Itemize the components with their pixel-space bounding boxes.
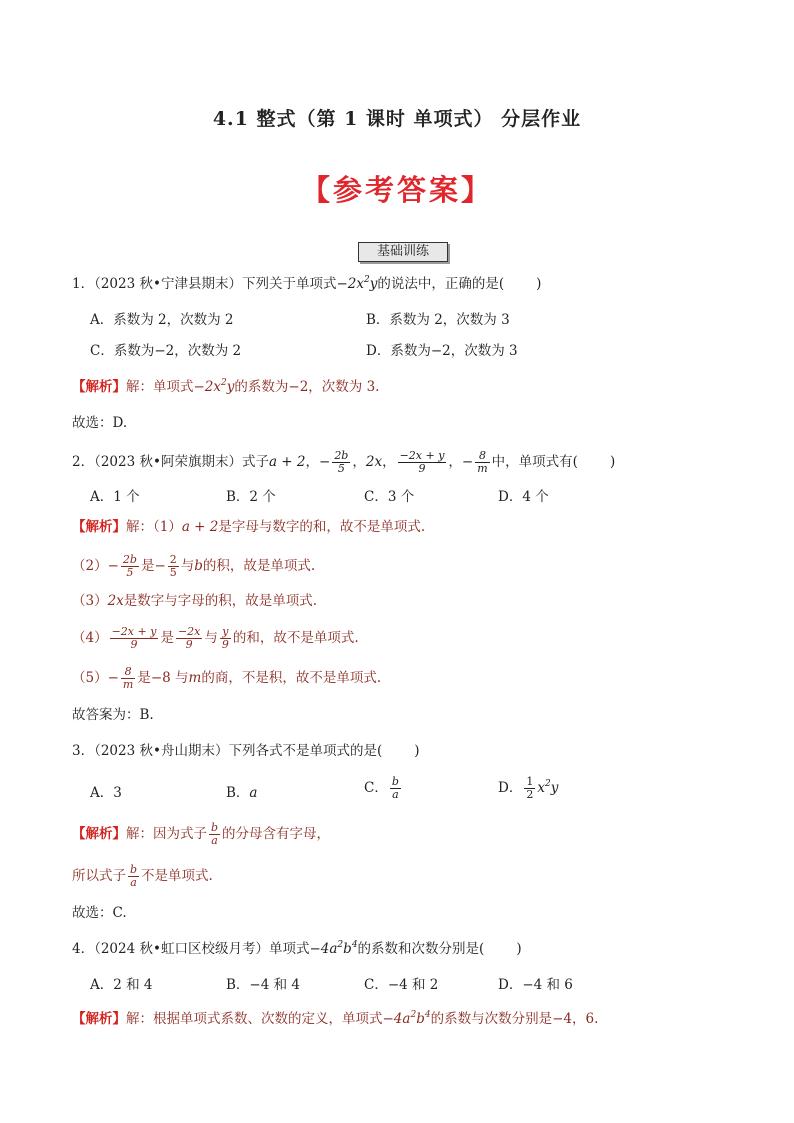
q1-stem: 1．（2023 秋•宁津县期末）下列关于单项式$-2x^2y$的说法中，正确的是( ) xyxy=(72,275,542,292)
q4-analysis: 【解析】解：根据单项式系数、次数的定义，单项式$-4a^2b^4$的系数与次数分别是−4，6. xyxy=(72,1010,599,1027)
q4-stem: 4．（2024 秋•虹口区校级月考）单项式$-4a^2b^4$的系数和次数分别是( ) xyxy=(72,940,522,957)
q2-option-b: B．2 个 xyxy=(226,489,276,505)
q2-answer: 故答案为：B. xyxy=(72,707,154,723)
q1-analysis: 【解析】解：单项式$-2x^2y$的系数为−2，次数为 3. xyxy=(72,378,380,395)
q1-answer: 故选：D. xyxy=(72,415,128,431)
q3-option-b: B．a xyxy=(226,785,258,801)
q2-option-a: A．1 个 xyxy=(90,489,140,505)
q1-option-d: D．系数为−2，次数为 3 xyxy=(366,343,518,359)
q2-analysis-5: （5）− $\frac{8}{m}$ 是−8 与m的商，不是积，故不是单项式. xyxy=(72,665,382,691)
q2-analysis-3: （3）2x是数字与字母的积，故是单项式. xyxy=(72,593,318,609)
q1-option-b: B．系数为 2，次数为 3 xyxy=(366,312,510,328)
q3-analysis-1: 【解析】解：因为式子 $\frac{b}{a}$ 的分母含有字母， xyxy=(72,821,331,847)
q3-option-c: C． $\frac{b}{a}$ xyxy=(364,775,399,801)
q1-option-c: C．系数为−2，次数为 2 xyxy=(90,343,242,359)
q3-option-d: D． $\frac{1}{2}$ $x^2y$ xyxy=(498,775,559,801)
q2-analysis-4: （4） $\frac{-2x + y}{9}$ 是 $\frac{-2x}{9}$ 与 $\frac{y}{9}$ 的和，故不是单项式. xyxy=(72,625,359,651)
q4-option-a: A．2 和 4 xyxy=(90,977,153,993)
q2-option-d: D．4 个 xyxy=(498,489,549,505)
section-tag: 基础训练 xyxy=(358,242,448,262)
answer-banner: 【参考答案】 xyxy=(300,173,493,207)
q4-option-d: D．−4 和 6 xyxy=(498,977,573,993)
q4-option-c: C．−4 和 2 xyxy=(364,977,439,993)
q3-analysis-2: 所以式子 $\frac{b}{a}$ 不是单项式. xyxy=(72,863,213,889)
q2-option-c: C．3 个 xyxy=(364,489,415,505)
q3-stem: 3．（2023 秋•舟山期末）下列各式不是单项式的是( ) xyxy=(72,743,420,759)
q3-option-a: A．3 xyxy=(90,785,122,801)
page-title: 4.1 整式（第 1 课时 单项式） 分层作业 xyxy=(212,108,582,130)
q2-analysis-1: 【解析】解：（1）a + 2是字母与数字的和，故不是单项式. xyxy=(72,519,426,535)
q4-option-b: B．−4 和 4 xyxy=(226,977,300,993)
q1-expression: $-2x^2y$ xyxy=(336,275,378,292)
q2-stem: 2．（2023 秋•阿荣旗期末）式子a + 2，− $\frac{2b}{5}$ ，2x， $\frac{-2x + y}{9}$ ，− $\frac{8}{m}$ 中，单项式有( ) xyxy=(72,449,616,475)
q1-option-a: A．系数为 2，次数为 2 xyxy=(90,312,234,328)
q2-analysis-2: （2）− $\frac{2b}{5}$ 是− $\frac{2}{5}$ 与b的积，故是单项式. xyxy=(72,553,316,579)
q3-answer: 故选：C. xyxy=(72,905,127,921)
